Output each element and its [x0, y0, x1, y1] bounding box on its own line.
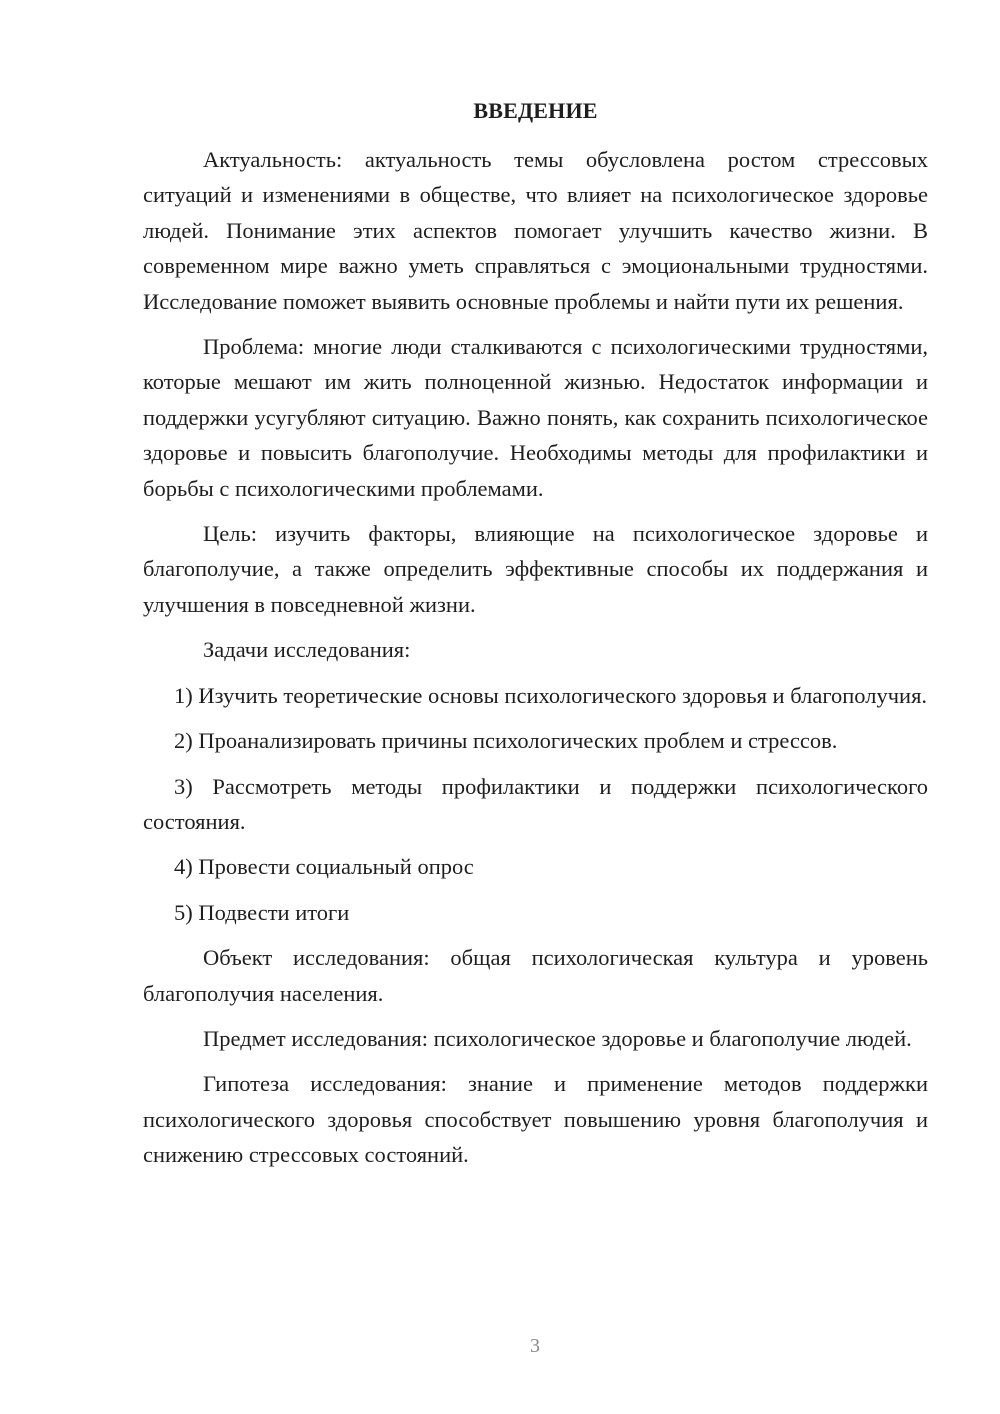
tasks-heading: Задачи исследования: — [203, 637, 411, 663]
page-number: 3 — [530, 1335, 540, 1357]
goal-paragraph: Цель: изучить факторы, влияющие на психологическое здоровье и благополучие, а также определить эффективные способы их поддержания и улучшения в повседневной жизни. — [143, 521, 928, 617]
relevance-paragraph: Актуальность: актуальность темы обусловлена ростом стрессовых ситуаций и изменениями в обществе, что влияет на психологическое здоровье людей. Понимание этих аспектов помогает улучшить качество жизни. В современном мире важно уметь справляться с эмоциональными трудностями. Исследование поможет выявить основные проблемы и найти пути их решения. — [143, 147, 928, 314]
task-item-4: 4) Провести социальный опрос — [174, 854, 474, 880]
task-item-2: 2) Проанализировать причины психологических проблем и стрессов. — [174, 728, 838, 754]
problem-paragraph: Проблема: многие люди сталкиваются с психологическими трудностями, которые мешают им жить полноценной жизнью. Недостаток информации и поддержки усугубляют ситуацию. Важно понять, как сохранить психологическое здоровье и повысить благополучие. Необходимы методы для профилактики и борьбы с психологическими проблемами. — [143, 334, 928, 501]
body-text — [143, 142, 928, 1183]
hypothesis-paragraph: Гипотеза исследования: знание и применение методов поддержки психологического здоровья способствует повышению уровня благополучия и снижению стрессовых состояний. — [143, 1071, 928, 1168]
task-item-3: 3) Рассмотреть методы профилактики и поддержки психологического состояния. — [143, 773, 928, 834]
section-title: ВВЕДЕНИЕ — [473, 98, 598, 123]
subject-paragraph: Предмет исследования: психологическое здоровье и благополучие людей. — [203, 1025, 912, 1051]
task-item-5: 5) Подвести итоги — [174, 899, 350, 925]
object-paragraph: Объект исследования: общая психологическая культура и уровень благополучия населения. — [143, 945, 928, 1006]
task-item-1: 1) Изучить теоретические основы психологического здоровья и благополучия. — [174, 682, 928, 708]
